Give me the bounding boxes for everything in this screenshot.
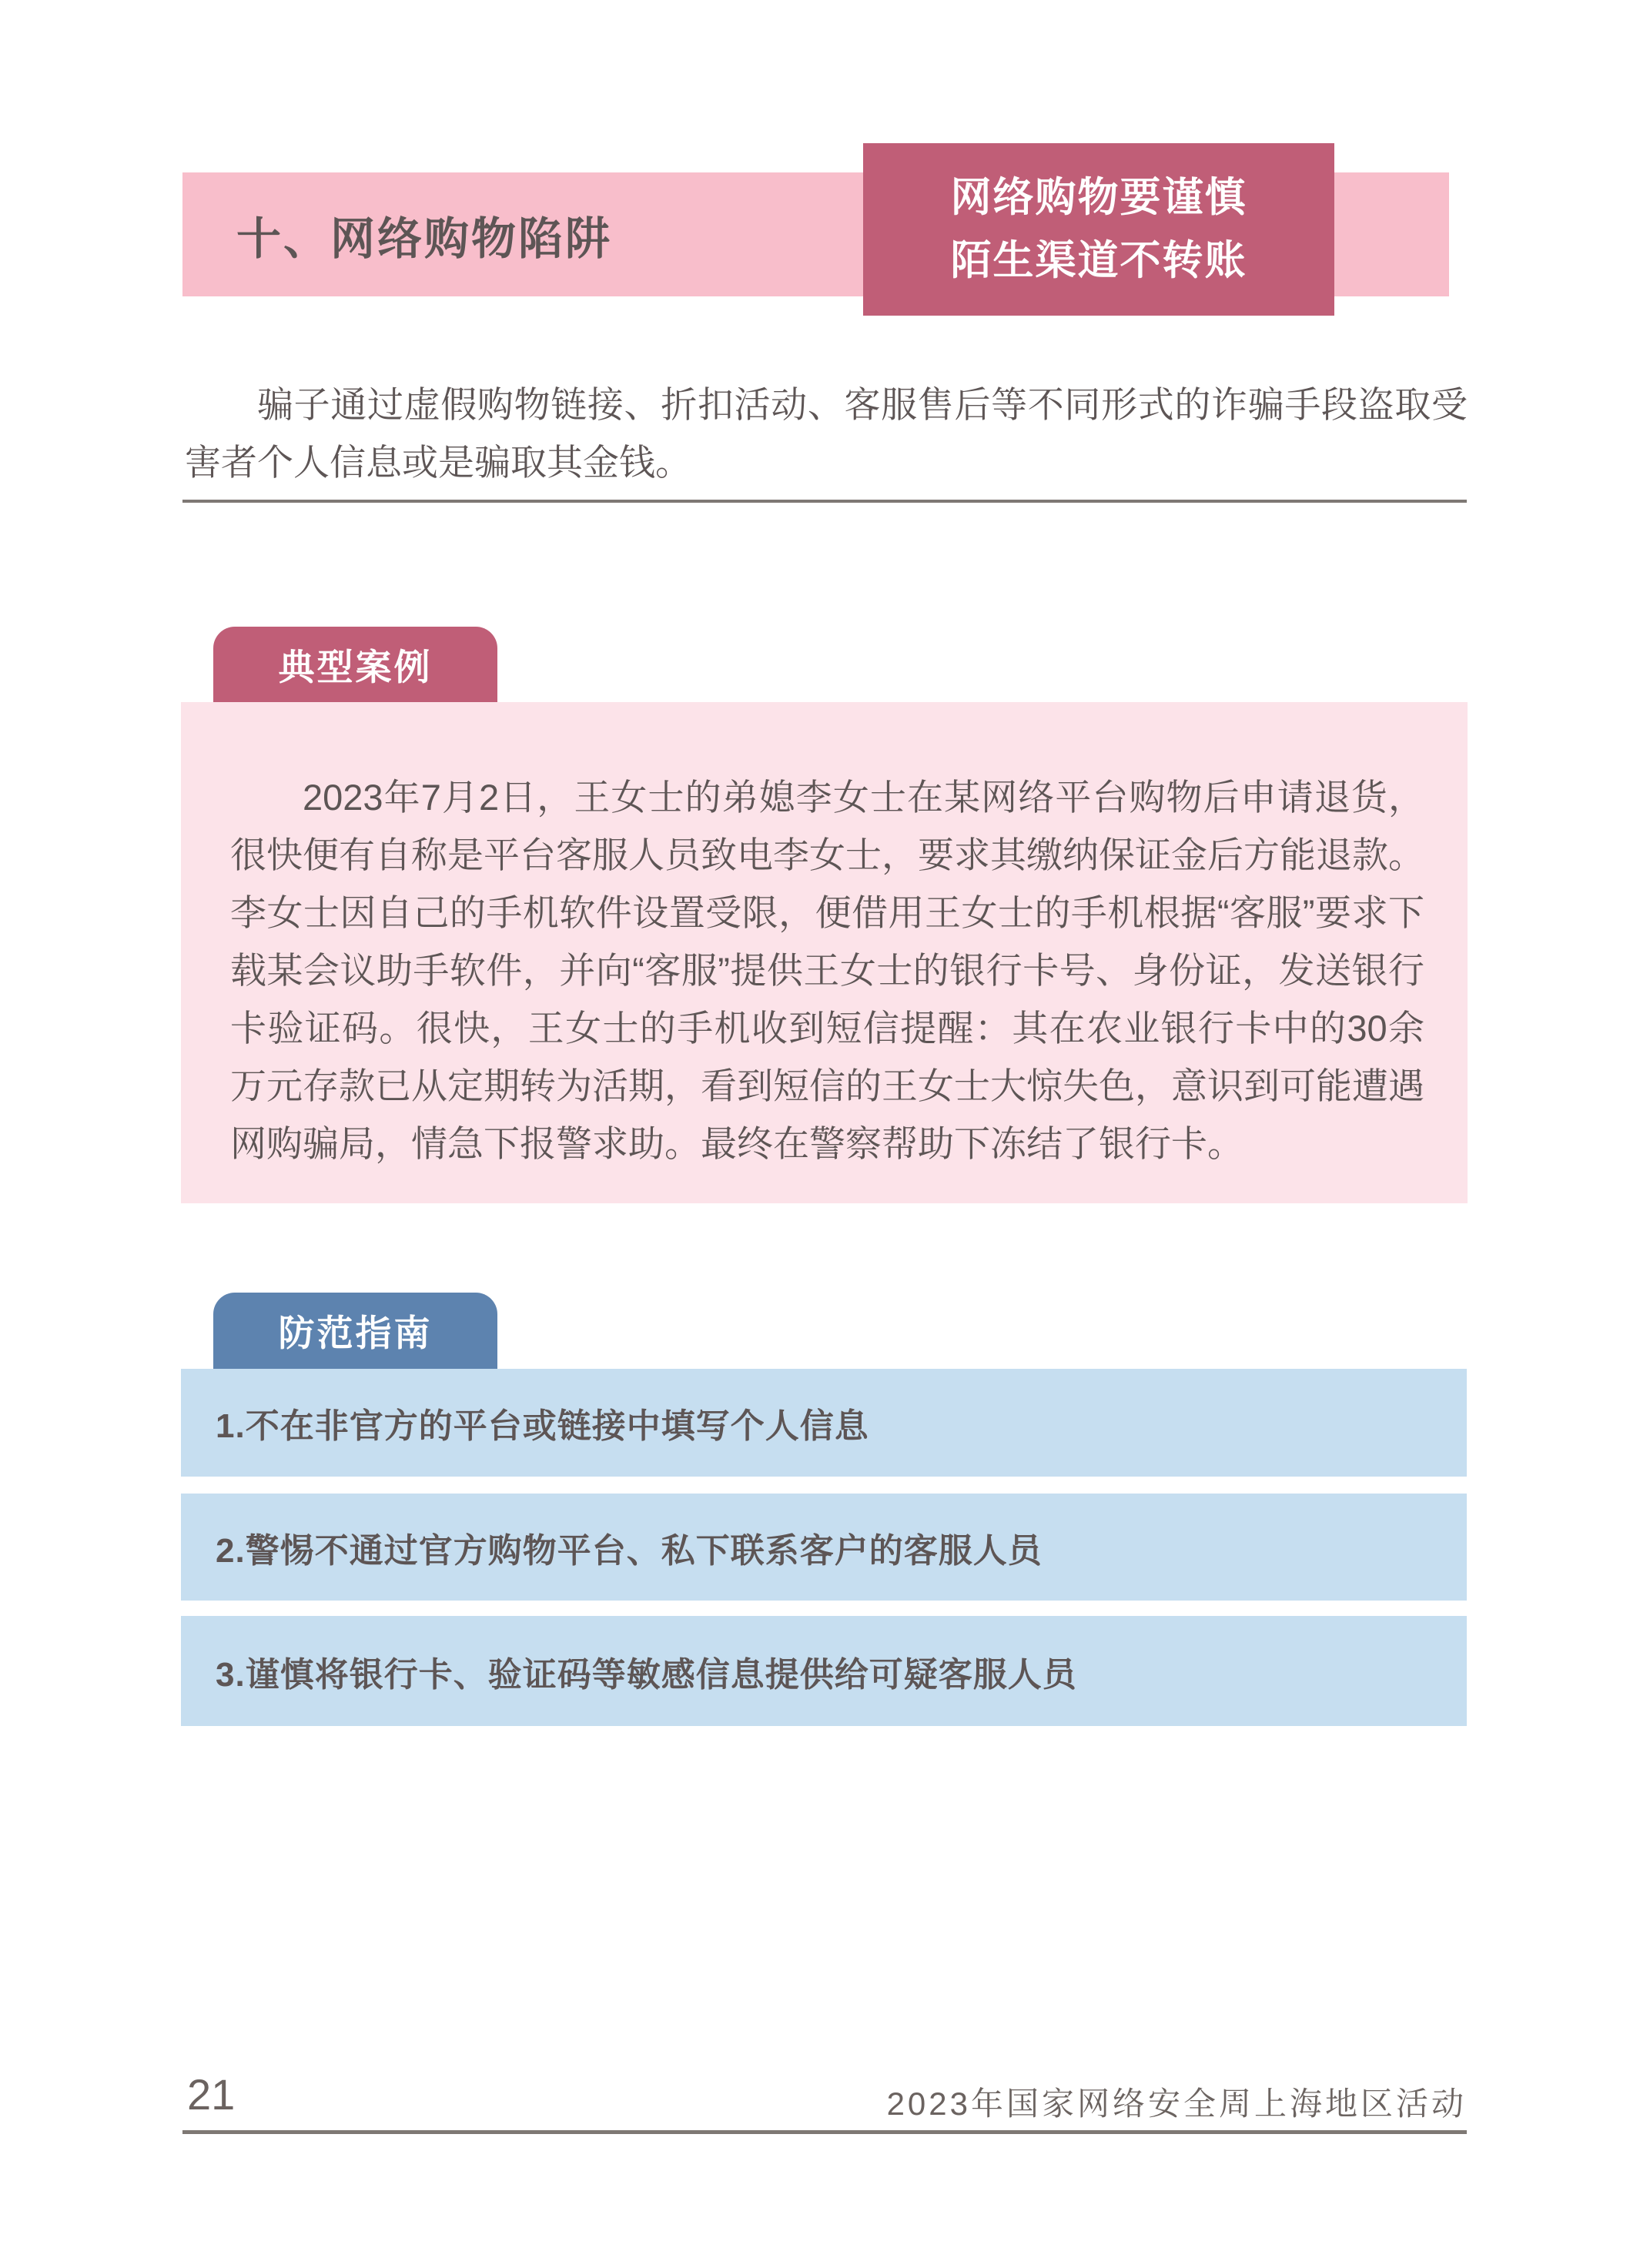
guide-tip-1 [181,1369,1467,1477]
case-badge [213,627,497,703]
footer-divider-line [182,2130,1467,2134]
case-box [181,702,1468,1203]
slogan-line-1: 网络购物要谨慎 [950,175,1247,220]
guide-tip-2 [181,1494,1467,1601]
section-title: 十、网络购物陷阱 [236,213,613,264]
top-divider-line [182,500,1467,503]
guide-badge [213,1293,497,1369]
guide-badge-label: 防范指南 [278,1313,433,1353]
case-text: 2023年7月2日，王女士的弟媳李女士在某网络平台购物后申请退货，很快便有自称是平台客服人员致电李女士，要求其缴纳保证金后方能退款。李女士因自己的手机软件设置受限，便借用王女士的手机根据“客服”要求下载某会议助手软件，并向“客服”提供王女士的银行卡号、身份证，发送银行卡验证码。很快，王女士的手机收到短信提醒：其在农业银行卡中的30余万元存款已从定期转为活期，看到短信的王女士大惊失色，意识到可能遭遇网购骗局，情急下报警求助。最终在警察帮助下冻结了银行卡。 [230,777,1424,1164]
guide-tip-1-text: 1.不在非官方的平台或链接中填写个人信息 [216,1407,869,1445]
slogan-line-2: 陌生渠道不转账 [950,238,1247,283]
guide-tip-3-text: 3.谨慎将银行卡、验证码等敏感信息提供给可疑客服人员 [216,1655,1077,1694]
page-number: 21 [187,2070,236,2119]
footer-event-title: 2023年国家网络安全周上海地区活动 [886,2086,1467,2122]
guide-tip-3 [181,1616,1467,1726]
case-badge-label: 典型案例 [278,647,433,687]
guide-tip-2-text: 2.警惕不通过官方购物平台、私下联系客户的客服人员 [216,1531,1043,1570]
intro-paragraph: 骗子通过虚假购物链接、折扣活动、客服售后等不同形式的诈骗手段盗取受害者个人信息或是骗取其金钱。 [185,384,1468,483]
slogan-box [863,143,1334,316]
